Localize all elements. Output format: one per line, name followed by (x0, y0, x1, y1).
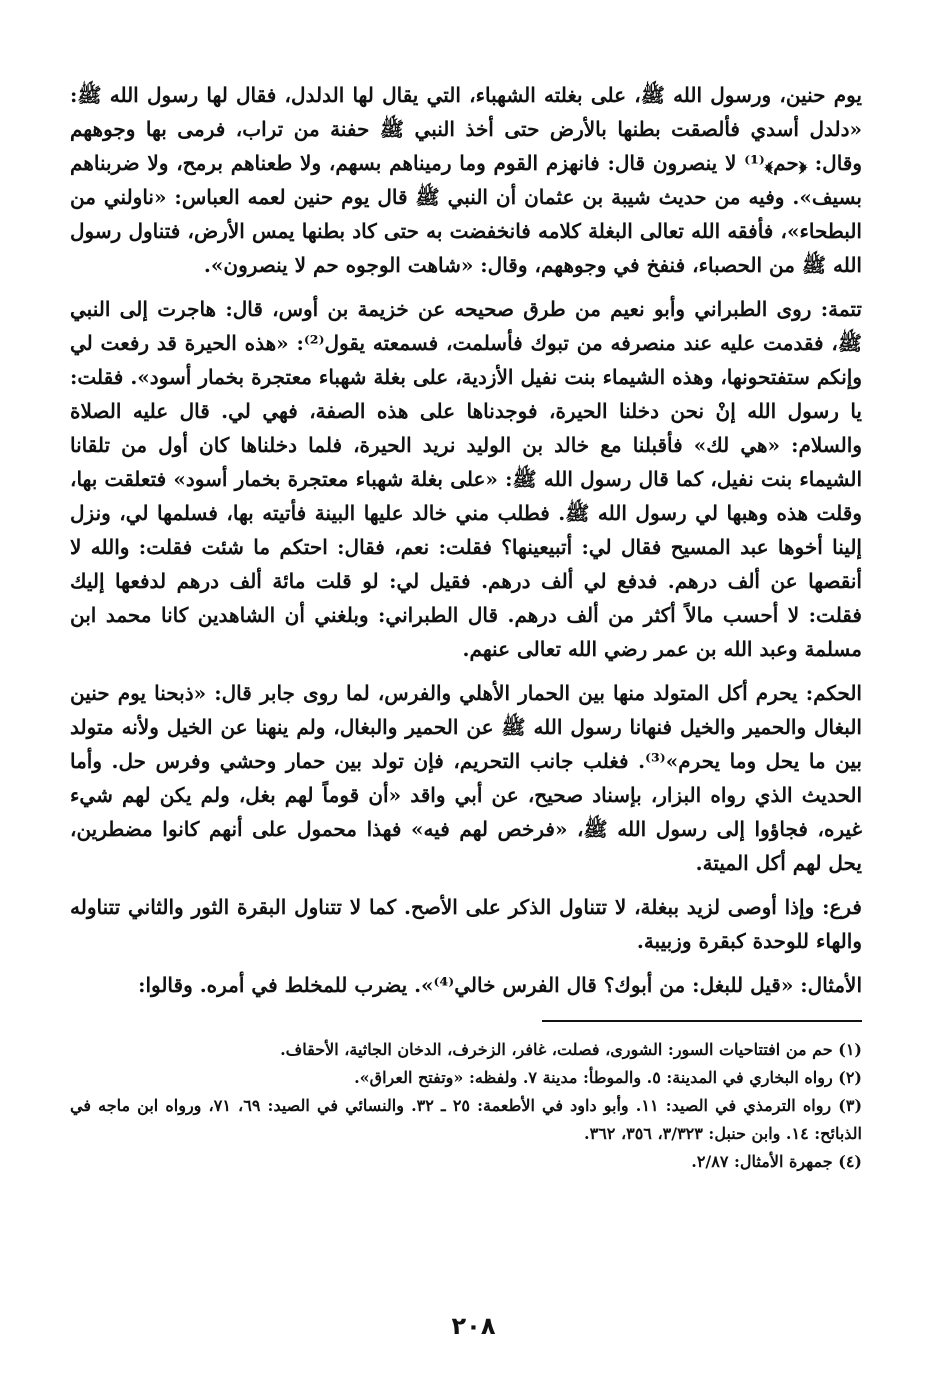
footnote-3: (٣) رواه الترمذي في الصيد: ١١. وأبو داود في الأطعمة: ٢٥ ـ ٣٢. والنسائي في الصيد: ٦٩، ٧١، ورواه ابن ماجه في الذبائح: ١٤. وابن حنبل: ٣/٣٢٣، ٣٥٦، ٣٦٢. (70, 1096, 863, 1143)
paragraph-text: يحرم أكل المتولد منها بين الحمار الأهلي والفرس، لما روى جابر قال: «ذبحنا يوم حنين البغال والحمير والخيل فنهانا رسول الله ﷺ عن الحمير والبغال، ولم ينهنا عن الخيل ولأنه متولد بين ما يحل وما يحرم»⁽³⁾. فغلب جانب التحريم، فإن تولد بين حمار وحشي وفرس حل. وأما الحديث الذي رواه البزار، بإسناد صحيح، عن أبي واقد «أن قوماً لهم بغل، ولم يكن لهم شيء غيره، فجاؤوا إلى رسول الله ﷺ، «فرخص لهم فيه» فهذا محمول على أنهم كانوا مضطرين، يحل لهم أكل الميتة. (70, 681, 862, 875)
paragraph-text: روى الطبراني وأبو نعيم من طرق صحيحه عن خزيمة بن أوس، قال: هاجرت إلى النبي ﷺ، فقدمت عليه عند منصرفه من تبوك فأسلمت، فسمعته يقول⁽²⁾: «هذه الحيرة قد رفعت لي وإنكم ستفتحونها، وهذه الشيماء بنت نفيل الأزدية، على بغلة شهباء معتجرة بخمار أسود». فقلت: يا رسول الله إنْ نحن دخلنا الحيرة، فوجدناها على هذه الصفة، فهي لي. قال عليه الصلاة والسلام: «هي لك» فأقبلنا مع خالد بن الوليد نريد الحيرة، فلما دخلناها كان أول من تلقانا الشيماء بنت نفيل، كما قال رسول الله ﷺ: «على بغلة شهباء معتجرة بخمار أسود» فتعلقت بها، وقلت هذه وهبها لي رسول الله ﷺ. فطلب مني خالد عليها البينة فأتيته بها، فسلمها لي، ونزل إلينا أخوها عبد المسيح فقال لي: أتبيعينها؟ فقلت: نعم، فقال: احتكم ما شئت فقلت: والله لا أنقصها عن ألف درهم. فدفع لي ألف درهم. فقيل لي: لو قلت مائة ألف درهم لدفعها إليك فقلت: لا أحسب مالاً أكثر من ألف درهم. قال الطبراني: وبلغني أن الشاهدين كانا محمد ابن مسلمة وعبد الله بن عمر رضي الله تعالى عنهم. (70, 297, 862, 661)
paragraph-text: «قيل للبغل: من أبوك؟ قال الفرس خالي⁽⁴⁾». يضرب للمخلط في أمره. وقالوا: (138, 973, 801, 997)
body-paragraph-hukm (70, 676, 862, 880)
footnote-1: (١) حم من افتتاحيات السور: الشورى، فصلت، غافر، الزخرف، الدخان الجاثية، الأحقاف. (280, 1040, 862, 1059)
footnote-2: (٢) رواه البخاري في المدينة: ٥. والموطأ: مدينة ٧. ولفظه: «وتفتح العراق». (354, 1068, 862, 1087)
body-paragraph-tatimma (70, 292, 862, 666)
paragraph-lead: الأمثال: (800, 973, 862, 997)
paragraph-text: وإذا أوصى لزيد ببغلة، لا تتناول الذكر على الأصح. كما لا تتناول البقرة الثور والثاني تتناوله والهاء للوحدة كبقرة وزبيبة. (70, 895, 862, 953)
paragraph-lead: الحكم: (805, 681, 862, 705)
body-paragraph-1 (70, 78, 862, 282)
paragraph-lead: فرع: (822, 895, 862, 919)
body-paragraph-amthal (70, 968, 862, 1002)
page-number: ٢٠٨ (451, 1312, 496, 1340)
body-paragraph-far (70, 890, 862, 958)
paragraph-text: يوم حنين، ورسول الله ﷺ، على بغلته الشهباء، التي يقال لها الدلدل، فقال لها رسول الله ﷺ: «دلدل أسدي فألصقت بطنها بالأرض حتى أخذ النبي ﷺ حفنة من تراب، فرمى بها وجوههم وقال: ﴿حم﴾⁽¹⁾ لا ينصرون قال: فانهزم القوم وما رميناهم بسهم، ولا طعناهم برمح، ولا ضربناهم بسيف». وفيه من حديث شيبة بن عثمان أن النبي ﷺ قال يوم حنين لعمه العباس: «ناولني من البطحاء»، فأفقه الله تعالى البغلة كلامه فانخفضت به حتى كاد بطنها يمس الأرض، فتناول رسول الله ﷺ من الحصباء، فنفخ في وجوههم، وقال: «شاهت الوجوه حم لا ينصرون». (70, 83, 863, 277)
paragraph-lead: تتمة: (820, 297, 862, 321)
document-page (70, 78, 862, 1389)
footnote-divider (542, 1020, 862, 1022)
footnotes (70, 1036, 862, 1176)
footnote-4: (٤) جمهرة الأمثال: ٢/٨٧. (691, 1152, 862, 1171)
